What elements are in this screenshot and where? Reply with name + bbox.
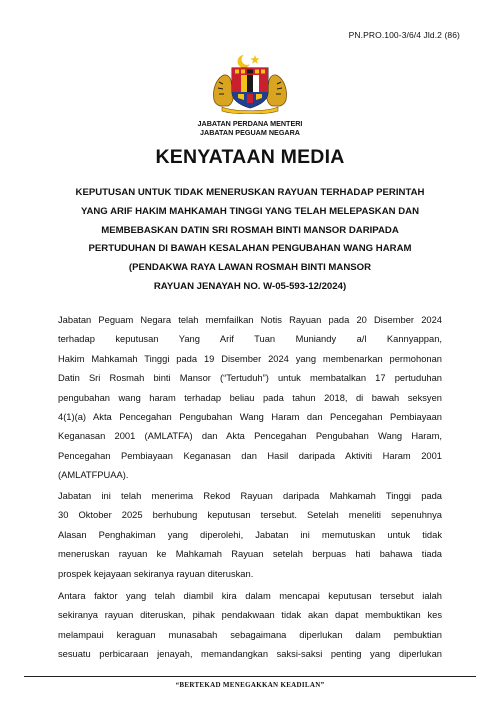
paragraph-line: sekiranya rayuan diteruskan, pihak pendakwaan tidak akan dapat membuktikan kes <box>58 610 442 621</box>
federal-star-shape <box>250 55 259 64</box>
paragraph-1 <box>58 311 442 486</box>
subject-line: (PENDAKWA RAYA LAWAN ROSMAH BINTI MANSOR <box>128 262 372 274</box>
right-tiger-shape <box>267 75 287 106</box>
paragraph-line: Datin Sri Rosmah binti Mansor (“Tertuduh”) untuk membatalkan 17 pertuduhan <box>58 373 442 384</box>
subject-heading <box>0 184 500 297</box>
paragraph-line: Jabatan ini telah menerima Rekod Rayuan daripada Mahkamah Tinggi pada <box>58 491 442 501</box>
agency-line-2: JABATAN PEGUAM NEGARA <box>200 128 300 137</box>
subject-line: MEMBEBASKAN DATIN SRI ROSMAH BINTI MANSOR DARIPADA <box>101 224 399 236</box>
paragraph-line: Jabatan Peguam Negara telah memfailkan Notis Rayuan pada 20 Disember 2024 <box>58 315 442 325</box>
paragraph-3 <box>58 587 442 665</box>
paragraph-line: pengubahan wang haram terhadap beliau pada tahun 2018, di bawah seksyen <box>58 392 442 403</box>
paragraph-line: terhadap keputusan Yang Arif Tuan Muniandy a/l Kannyappan, <box>58 334 442 345</box>
subject-line: PERTUDUHAN DI BAWAH KESALAHAN PENGUBAHAN WANG HARAM <box>88 243 412 255</box>
footer-motto: “BERTEKAD MENEGAKKAN KEADILAN” <box>175 681 325 689</box>
left-tiger-shape <box>213 75 233 106</box>
footer-divider <box>24 676 476 677</box>
paragraph-line: sesuatu perbicaraan jenayah, memandangkan saksi-saksi penting yang diperlukan <box>58 649 442 660</box>
paragraph-line: meneruskan rayuan ke Mahkamah Rayuan setelah berpuas hati bahawa tiada <box>58 549 442 560</box>
subject-line: YANG ARIF HAKIM MAHKAMAH TINGGI YANG TELAH MELEPASKAN DAN <box>80 205 420 217</box>
paragraph-line: Hakim Mahkamah Tinggi pada 19 Disember 2024 yang membenarkan permohonan <box>58 353 442 364</box>
subject-line: KEPUTUSAN UNTUK TIDAK MENERUSKAN RAYUAN TERHADAP PERINTAH <box>75 187 425 198</box>
document-title: KENYATAAN MEDIA <box>155 146 345 168</box>
paragraph-line: 30 Oktober 2025 berhubung keputusan tersebut. Setelah meneliti sepenuhnya <box>58 510 442 521</box>
paragraph-line: Pencegahan Pembiayaan Keganasan dan Hasil daripada Aktiviti Haram 2001 <box>58 450 442 461</box>
paragraph-line: 4(1)(a) Akta Pencegahan Pengubahan Wang Haram dan Pencegahan Pembiayaan <box>58 411 442 422</box>
crescent-shape <box>238 55 251 68</box>
paragraph-line: prospek kejayaan sekiranya rayuan diteruskan. <box>58 568 254 579</box>
paragraph-2 <box>58 487 442 584</box>
agency-line-1: JABATAN PERDANA MENTERI <box>197 119 303 128</box>
paragraph-line: melampaui keraguan munasabah sebagaimana diperlukan dalam pembuktian <box>58 629 442 640</box>
subject-line: RAYUAN JENAYAH NO. W-05-593-12/2024) <box>153 280 347 292</box>
paragraph-line: Antara faktor yang telah diambil kira dalam mencapai keputusan tersebut ialah <box>58 591 442 601</box>
paragraph-line: Alasan Penghakiman yang diperolehi, Jabatan ini memutuskan untuk tidak <box>58 529 442 540</box>
paragraph-line: (AMLATFPUAA). <box>58 470 129 481</box>
reference-number: PN.PRO.100-3/6/4 Jld.2 (86) <box>348 30 460 40</box>
malaysia-coat-of-arms-icon <box>208 52 292 114</box>
agency-block <box>0 119 500 137</box>
paragraph-line: Keganasan 2001 (AMLATFA) dan Akta Pencegahan Pengubahan Wang Haram, <box>58 431 442 442</box>
